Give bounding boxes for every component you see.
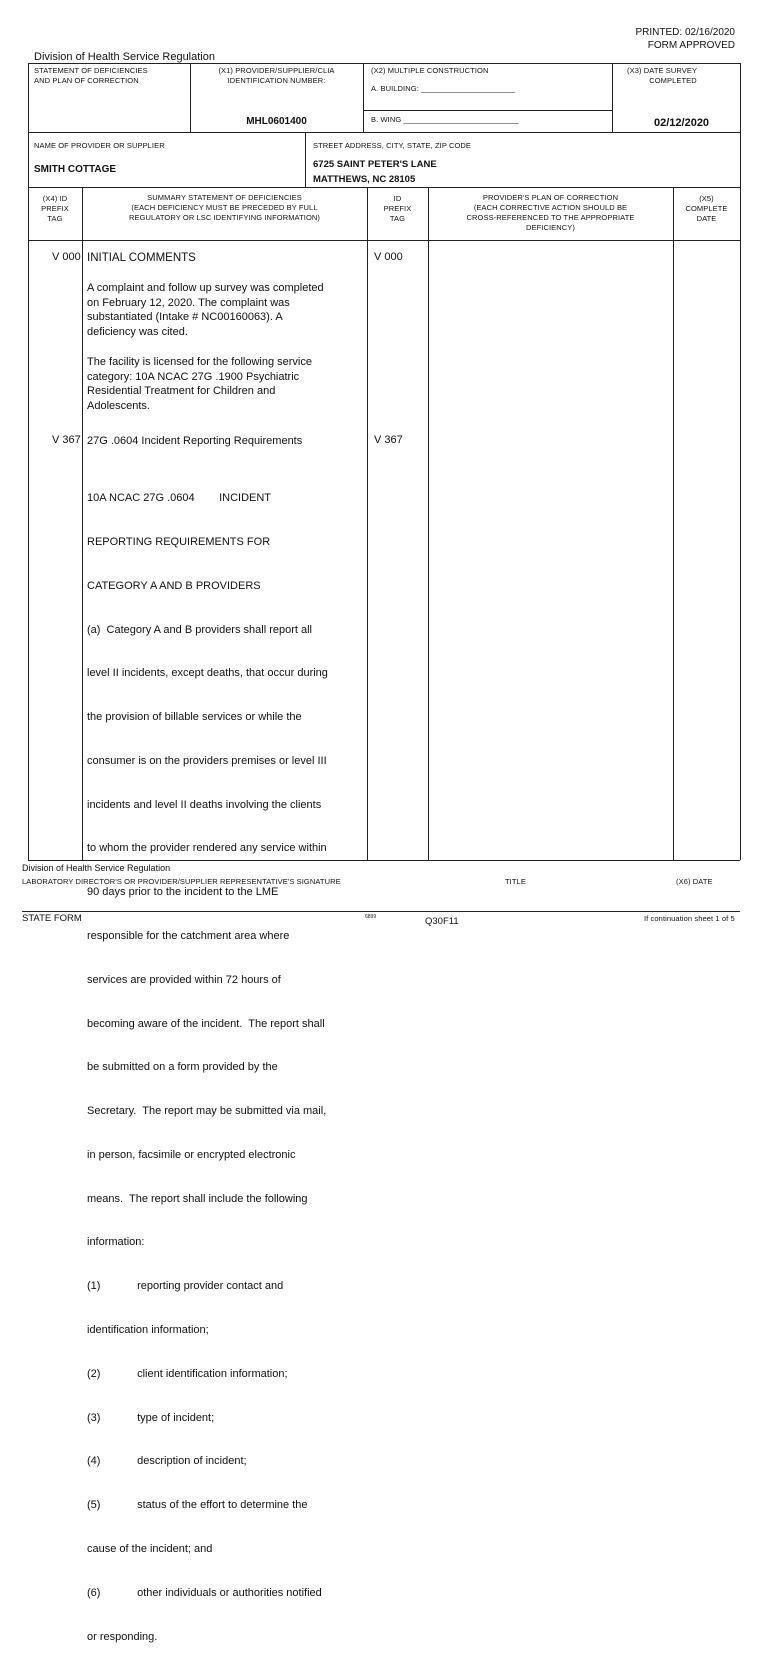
survey-completed-date: 02/12/2020: [654, 117, 710, 129]
form-approved: FORM APPROVED: [647, 40, 735, 51]
provider-name-label: NAME OF PROVIDER OR SUPPLIER: [34, 141, 165, 150]
x5-column-header: (X5) COMPLETE DATE: [685, 194, 728, 223]
signature-label: LABORATORY DIRECTOR'S OR PROVIDER/SUPPLIER REPRESENTATIVE'S SIGNATURE: [22, 877, 341, 886]
wing-field: B. WING ___________________________: [371, 115, 519, 124]
section-title: INITIAL COMMENTS: [87, 252, 196, 264]
continuation-sheet: If continuation sheet 1 of 5: [644, 914, 735, 923]
statement-label: STATEMENT OF DEFICIENCIES AND PLAN OF CORRECTION: [34, 66, 148, 85]
plan-column-header: PROVIDER'S PLAN OF CORRECTION (EACH CORRECTIVE ACTION SHOULD BE CROSS-REFERENCED TO THE APPROPRIATE DEFICIENCY): [466, 193, 635, 232]
provider-name: SMITH COTTAGE: [34, 164, 117, 175]
x1-label: (X1) PROVIDER/SUPPLIER/CLIA IDENTIFICATION NUMBER:: [218, 66, 335, 85]
id-column-header: ID PREFIX TAG: [383, 194, 412, 223]
title-label: TITLE: [505, 877, 526, 886]
printed-date: PRINTED: 02/16/2020: [635, 27, 735, 38]
state-form-label: STATE FORM: [22, 913, 82, 924]
building-field: A. BUILDING: ______________________: [371, 84, 516, 93]
prefix-tag: V 000: [52, 251, 81, 263]
address-label: STREET ADDRESS, CITY, STATE, ZIP CODE: [313, 141, 472, 150]
provider-id-number: MHL0601400: [246, 116, 307, 127]
agency-title: Division of Health Service Regulation: [34, 51, 215, 63]
prefix-tag: V 367: [52, 434, 81, 446]
id-prefix-tag: V 367: [374, 434, 403, 446]
date-label: (X6) DATE: [676, 877, 713, 886]
x3-label: (X3) DATE SURVEY COMPLETED: [627, 66, 698, 85]
section-title: 27G .0604 Incident Reporting Requirements: [87, 435, 303, 447]
id-prefix-tag: V 000: [374, 251, 403, 263]
x2-label: (X2) MULTIPLE CONSTRUCTION: [371, 66, 489, 75]
x4-column-header: (X4) ID PREFIX TAG: [41, 194, 69, 223]
footer-agency: Division of Health Service Regulation: [22, 863, 171, 873]
event-id: Q30F11: [425, 916, 459, 927]
paragraph-rule-text: 10A NCAC 27G .0604 INCIDENT REPORTING REQUIREMENTS FOR CATEGORY A AND B PROVIDERS (a) Category A and B providers shall report all level II incidents, except deaths, that occur during the provision of billable services or while the consumer is on the providers premises or level III incidents and level II deaths involving the clients to whom the provider rendered any service within 90 days prior to the incident to the LME responsible for the catchment area where services are provided within 72 hours of becoming aware of the incident. The report shall be submitted on a form provided by the Secretary. The report may be submitted via mail, in person, facsimile or encrypted electronic means. The report shall include the following information: (1) reporting provider contact and identification information; (2) client identification information; (3) type of incident; (4) description of incident; (5) status of the effort to determine the cause of the incident; and (6) other individuals or authorities notified or responding.: [87, 492, 328, 1643]
paragraph-survey: A complaint and follow up survey was completed on February 12, 2020. The complaint was substantiated (Intake # NC00160063). A deficiency was cited.: [87, 282, 324, 338]
paragraph-license: The facility is licensed for the following service category: 10A NCAC 27G .1900 Psychiatric Residential Treatment for Children and Adolescents.: [87, 356, 312, 412]
summary-column-header: SUMMARY STATEMENT OF DEFICIENCIES (EACH DEFICIENCY MUST BE PRECEDED BY FULL REGULATORY OR LSC IDENTIFYING INFORMATION): [128, 193, 321, 222]
form-code: 6899: [365, 914, 377, 920]
provider-address: 6725 SAINT PETER'S LANE MATTHEWS, NC 28105: [313, 159, 437, 185]
